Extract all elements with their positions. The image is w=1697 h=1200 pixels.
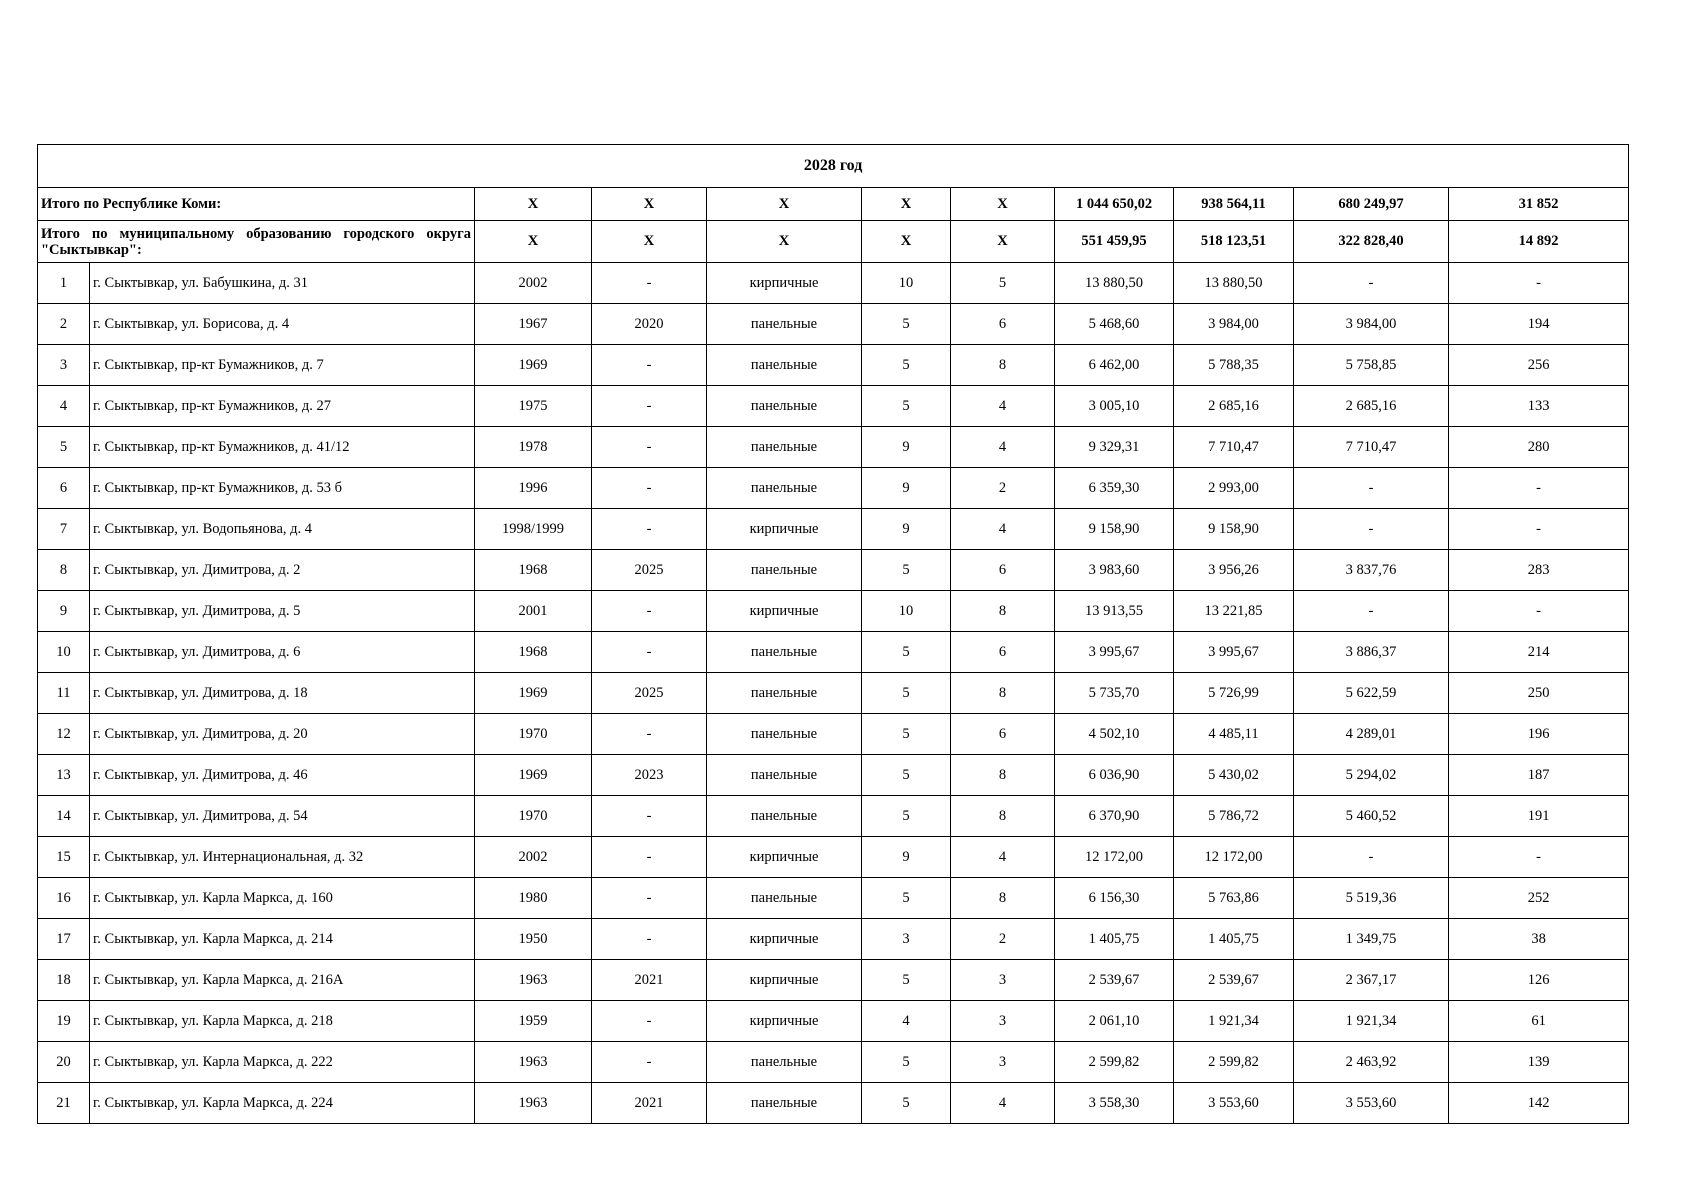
row-address: г. Сыктывкар, ул. Водопьянова, д. 4 <box>90 509 475 550</box>
row-wall-material: кирпичные <box>707 509 862 550</box>
row-overhaul-year: - <box>592 386 707 427</box>
row-floors: 5 <box>862 960 951 1001</box>
row-total-area: 5 735,70 <box>1055 673 1174 714</box>
row-entrances: 3 <box>951 1001 1055 1042</box>
row-living-area: - <box>1294 591 1449 632</box>
row-number: 8 <box>38 550 90 591</box>
row-total-area: 13 913,55 <box>1055 591 1174 632</box>
table-row <box>38 386 1629 427</box>
total-republic-row <box>38 188 1629 221</box>
total-cell: 518 123,51 <box>1174 221 1294 263</box>
row-overhaul-year: 2025 <box>592 550 707 591</box>
row-entrances: 4 <box>951 837 1055 878</box>
table-row <box>38 632 1629 673</box>
row-area: 12 172,00 <box>1174 837 1294 878</box>
row-residents: 252 <box>1449 878 1629 919</box>
row-wall-material: панельные <box>707 878 862 919</box>
row-overhaul-year: - <box>592 632 707 673</box>
row-wall-material: панельные <box>707 714 862 755</box>
row-wall-material: кирпичные <box>707 1001 862 1042</box>
row-number: 4 <box>38 386 90 427</box>
row-area: 5 430,02 <box>1174 755 1294 796</box>
row-living-area: 3 886,37 <box>1294 632 1449 673</box>
row-address: г. Сыктывкар, ул. Борисова, д. 4 <box>90 304 475 345</box>
table-row <box>38 796 1629 837</box>
row-number: 16 <box>38 878 90 919</box>
row-number: 12 <box>38 714 90 755</box>
row-year-built: 1998/1999 <box>475 509 592 550</box>
row-overhaul-year: - <box>592 714 707 755</box>
row-entrances: 4 <box>951 1083 1055 1124</box>
table-row <box>38 837 1629 878</box>
row-year-built: 2002 <box>475 837 592 878</box>
row-address: г. Сыктывкар, ул. Карла Маркса, д. 214 <box>90 919 475 960</box>
row-area: 7 710,47 <box>1174 427 1294 468</box>
row-area: 9 158,90 <box>1174 509 1294 550</box>
total-cell: 680 249,97 <box>1294 188 1449 221</box>
row-entrances: 8 <box>951 591 1055 632</box>
row-living-area: 1 349,75 <box>1294 919 1449 960</box>
row-wall-material: кирпичные <box>707 837 862 878</box>
row-residents: 283 <box>1449 550 1629 591</box>
row-wall-material: панельные <box>707 673 862 714</box>
row-year-built: 1969 <box>475 755 592 796</box>
row-floors: 5 <box>862 673 951 714</box>
row-address: г. Сыктывкар, ул. Димитрова, д. 2 <box>90 550 475 591</box>
row-wall-material: панельные <box>707 345 862 386</box>
row-wall-material: кирпичные <box>707 263 862 304</box>
row-address: г. Сыктывкар, пр-кт Бумажников, д. 53 б <box>90 468 475 509</box>
row-number: 21 <box>38 1083 90 1124</box>
row-year-built: 1968 <box>475 550 592 591</box>
row-address: г. Сыктывкар, пр-кт Бумажников, д. 7 <box>90 345 475 386</box>
total-cell: Х <box>862 188 951 221</box>
row-overhaul-year: - <box>592 427 707 468</box>
row-number: 9 <box>38 591 90 632</box>
row-area: 2 539,67 <box>1174 960 1294 1001</box>
total-cell: Х <box>862 221 951 263</box>
row-residents: 126 <box>1449 960 1629 1001</box>
row-overhaul-year: - <box>592 1001 707 1042</box>
row-entrances: 8 <box>951 796 1055 837</box>
row-living-area: 4 289,01 <box>1294 714 1449 755</box>
row-address: г. Сыктывкар, ул. Димитрова, д. 20 <box>90 714 475 755</box>
row-wall-material: панельные <box>707 468 862 509</box>
row-floors: 9 <box>862 509 951 550</box>
row-area: 3 956,26 <box>1174 550 1294 591</box>
row-area: 4 485,11 <box>1174 714 1294 755</box>
row-entrances: 2 <box>951 468 1055 509</box>
row-overhaul-year: - <box>592 468 707 509</box>
row-living-area: 2 685,16 <box>1294 386 1449 427</box>
total-cell: Х <box>592 188 707 221</box>
row-area: 1 405,75 <box>1174 919 1294 960</box>
row-overhaul-year: 2021 <box>592 1083 707 1124</box>
total-municipal-label: Итого по муниципальному образованию городского округа "Сыктывкар": <box>38 221 475 263</box>
row-wall-material: панельные <box>707 632 862 673</box>
total-republic-label: Итого по Республике Коми: <box>38 188 475 221</box>
row-number: 20 <box>38 1042 90 1083</box>
total-cell: 31 852 <box>1449 188 1629 221</box>
row-address: г. Сыктывкар, пр-кт Бумажников, д. 27 <box>90 386 475 427</box>
row-wall-material: панельные <box>707 1083 862 1124</box>
row-total-area: 2 061,10 <box>1055 1001 1174 1042</box>
row-total-area: 2 539,67 <box>1055 960 1174 1001</box>
table-row <box>38 1083 1629 1124</box>
row-entrances: 6 <box>951 632 1055 673</box>
row-number: 3 <box>38 345 90 386</box>
row-total-area: 2 599,82 <box>1055 1042 1174 1083</box>
housing-table <box>37 144 1629 1124</box>
row-floors: 9 <box>862 427 951 468</box>
row-entrances: 2 <box>951 919 1055 960</box>
row-entrances: 4 <box>951 386 1055 427</box>
row-year-built: 1963 <box>475 1042 592 1083</box>
row-area: 2 993,00 <box>1174 468 1294 509</box>
row-total-area: 3 995,67 <box>1055 632 1174 673</box>
row-address: г. Сыктывкар, ул. Димитрова, д. 5 <box>90 591 475 632</box>
total-cell: Х <box>951 188 1055 221</box>
row-residents: 250 <box>1449 673 1629 714</box>
row-year-built: 1996 <box>475 468 592 509</box>
row-wall-material: панельные <box>707 1042 862 1083</box>
row-wall-material: панельные <box>707 796 862 837</box>
row-total-area: 9 158,90 <box>1055 509 1174 550</box>
row-area: 5 786,72 <box>1174 796 1294 837</box>
row-floors: 5 <box>862 632 951 673</box>
row-living-area: 5 460,52 <box>1294 796 1449 837</box>
row-area: 13 221,85 <box>1174 591 1294 632</box>
row-area: 1 921,34 <box>1174 1001 1294 1042</box>
row-floors: 5 <box>862 304 951 345</box>
row-total-area: 5 468,60 <box>1055 304 1174 345</box>
total-cell: Х <box>951 221 1055 263</box>
total-cell: 551 459,95 <box>1055 221 1174 263</box>
row-overhaul-year: - <box>592 263 707 304</box>
row-address: г. Сыктывкар, ул. Бабушкина, д. 31 <box>90 263 475 304</box>
row-entrances: 5 <box>951 263 1055 304</box>
table-row <box>38 550 1629 591</box>
row-total-area: 4 502,10 <box>1055 714 1174 755</box>
row-address: г. Сыктывкар, ул. Димитрова, д. 6 <box>90 632 475 673</box>
row-number: 10 <box>38 632 90 673</box>
row-wall-material: кирпичные <box>707 919 862 960</box>
table-row <box>38 468 1629 509</box>
table-row <box>38 1042 1629 1083</box>
row-residents: 38 <box>1449 919 1629 960</box>
row-residents: 187 <box>1449 755 1629 796</box>
row-living-area: 1 921,34 <box>1294 1001 1449 1042</box>
row-year-built: 1968 <box>475 632 592 673</box>
total-cell: Х <box>707 221 862 263</box>
row-living-area: 3 837,76 <box>1294 550 1449 591</box>
row-number: 18 <box>38 960 90 1001</box>
row-entrances: 4 <box>951 427 1055 468</box>
row-area: 3 995,67 <box>1174 632 1294 673</box>
table-row <box>38 263 1629 304</box>
row-residents: - <box>1449 837 1629 878</box>
table-row <box>38 1001 1629 1042</box>
row-overhaul-year: 2025 <box>592 673 707 714</box>
row-floors: 5 <box>862 1083 951 1124</box>
row-overhaul-year: - <box>592 591 707 632</box>
row-number: 17 <box>38 919 90 960</box>
row-address: г. Сыктывкар, ул. Карла Маркса, д. 222 <box>90 1042 475 1083</box>
row-year-built: 2002 <box>475 263 592 304</box>
row-living-area: 5 294,02 <box>1294 755 1449 796</box>
row-residents: 196 <box>1449 714 1629 755</box>
row-overhaul-year: - <box>592 837 707 878</box>
row-total-area: 3 005,10 <box>1055 386 1174 427</box>
row-address: г. Сыктывкар, ул. Карла Маркса, д. 224 <box>90 1083 475 1124</box>
row-area: 2 685,16 <box>1174 386 1294 427</box>
row-number: 19 <box>38 1001 90 1042</box>
row-residents: 139 <box>1449 1042 1629 1083</box>
row-area: 13 880,50 <box>1174 263 1294 304</box>
row-number: 11 <box>38 673 90 714</box>
row-residents: 142 <box>1449 1083 1629 1124</box>
total-cell: Х <box>475 188 592 221</box>
row-overhaul-year: - <box>592 878 707 919</box>
table-row <box>38 591 1629 632</box>
row-year-built: 1963 <box>475 1083 592 1124</box>
row-overhaul-year: 2021 <box>592 960 707 1001</box>
row-address: г. Сыктывкар, ул. Карла Маркса, д. 216А <box>90 960 475 1001</box>
row-year-built: 1969 <box>475 345 592 386</box>
row-entrances: 6 <box>951 304 1055 345</box>
row-wall-material: кирпичные <box>707 591 862 632</box>
total-municipal-row <box>38 221 1629 263</box>
table-row <box>38 755 1629 796</box>
row-address: г. Сыктывкар, ул. Интернациональная, д. 32 <box>90 837 475 878</box>
row-overhaul-year: - <box>592 919 707 960</box>
row-residents: 280 <box>1449 427 1629 468</box>
row-number: 14 <box>38 796 90 837</box>
row-year-built: 1978 <box>475 427 592 468</box>
row-total-area: 12 172,00 <box>1055 837 1174 878</box>
row-residents: 191 <box>1449 796 1629 837</box>
row-floors: 3 <box>862 919 951 960</box>
row-living-area: - <box>1294 837 1449 878</box>
row-year-built: 1970 <box>475 714 592 755</box>
row-floors: 5 <box>862 345 951 386</box>
table-row <box>38 714 1629 755</box>
table-row <box>38 304 1629 345</box>
row-residents: - <box>1449 591 1629 632</box>
row-residents: 133 <box>1449 386 1629 427</box>
row-total-area: 6 156,30 <box>1055 878 1174 919</box>
row-total-area: 1 405,75 <box>1055 919 1174 960</box>
row-wall-material: панельные <box>707 755 862 796</box>
table-row <box>38 509 1629 550</box>
row-number: 2 <box>38 304 90 345</box>
row-overhaul-year: - <box>592 509 707 550</box>
row-total-area: 3 558,30 <box>1055 1083 1174 1124</box>
row-area: 5 788,35 <box>1174 345 1294 386</box>
row-address: г. Сыктывкар, ул. Димитрова, д. 54 <box>90 796 475 837</box>
row-living-area: 5 519,36 <box>1294 878 1449 919</box>
total-cell: 14 892 <box>1449 221 1629 263</box>
row-floors: 9 <box>862 837 951 878</box>
row-year-built: 1950 <box>475 919 592 960</box>
row-total-area: 9 329,31 <box>1055 427 1174 468</box>
row-number: 7 <box>38 509 90 550</box>
row-living-area: 3 553,60 <box>1294 1083 1449 1124</box>
row-residents: 256 <box>1449 345 1629 386</box>
row-living-area: 5 758,85 <box>1294 345 1449 386</box>
row-floors: 5 <box>862 1042 951 1083</box>
row-wall-material: панельные <box>707 304 862 345</box>
row-number: 13 <box>38 755 90 796</box>
row-entrances: 3 <box>951 960 1055 1001</box>
row-residents: 61 <box>1449 1001 1629 1042</box>
row-address: г. Сыктывкар, ул. Карла Маркса, д. 218 <box>90 1001 475 1042</box>
row-living-area: 7 710,47 <box>1294 427 1449 468</box>
row-entrances: 6 <box>951 550 1055 591</box>
row-area: 3 553,60 <box>1174 1083 1294 1124</box>
row-year-built: 1970 <box>475 796 592 837</box>
row-entrances: 8 <box>951 755 1055 796</box>
row-total-area: 6 462,00 <box>1055 345 1174 386</box>
row-residents: - <box>1449 468 1629 509</box>
row-year-built: 1959 <box>475 1001 592 1042</box>
row-floors: 5 <box>862 550 951 591</box>
row-wall-material: панельные <box>707 427 862 468</box>
table-row <box>38 960 1629 1001</box>
row-number: 15 <box>38 837 90 878</box>
row-overhaul-year: - <box>592 796 707 837</box>
row-living-area: 2 463,92 <box>1294 1042 1449 1083</box>
row-residents: - <box>1449 509 1629 550</box>
row-number: 5 <box>38 427 90 468</box>
row-floors: 4 <box>862 1001 951 1042</box>
row-entrances: 4 <box>951 509 1055 550</box>
row-entrances: 6 <box>951 714 1055 755</box>
row-floors: 10 <box>862 591 951 632</box>
total-cell: Х <box>707 188 862 221</box>
row-year-built: 1975 <box>475 386 592 427</box>
row-address: г. Сыктывкар, ул. Карла Маркса, д. 160 <box>90 878 475 919</box>
row-wall-material: кирпичные <box>707 960 862 1001</box>
row-total-area: 6 359,30 <box>1055 468 1174 509</box>
row-overhaul-year: 2020 <box>592 304 707 345</box>
row-year-built: 1967 <box>475 304 592 345</box>
row-year-built: 1969 <box>475 673 592 714</box>
row-area: 3 984,00 <box>1174 304 1294 345</box>
row-living-area: 2 367,17 <box>1294 960 1449 1001</box>
row-floors: 10 <box>862 263 951 304</box>
table-row <box>38 345 1629 386</box>
row-address: г. Сыктывкар, ул. Димитрова, д. 46 <box>90 755 475 796</box>
year-title-row <box>38 145 1629 188</box>
row-wall-material: панельные <box>707 386 862 427</box>
row-entrances: 3 <box>951 1042 1055 1083</box>
table-row <box>38 919 1629 960</box>
row-area: 2 599,82 <box>1174 1042 1294 1083</box>
total-cell: Х <box>592 221 707 263</box>
row-year-built: 1980 <box>475 878 592 919</box>
row-total-area: 13 880,50 <box>1055 263 1174 304</box>
row-number: 6 <box>38 468 90 509</box>
row-living-area: - <box>1294 263 1449 304</box>
row-entrances: 8 <box>951 673 1055 714</box>
row-total-area: 3 983,60 <box>1055 550 1174 591</box>
row-floors: 5 <box>862 714 951 755</box>
total-cell: 938 564,11 <box>1174 188 1294 221</box>
row-total-area: 6 036,90 <box>1055 755 1174 796</box>
row-overhaul-year: - <box>592 1042 707 1083</box>
table-row <box>38 673 1629 714</box>
row-year-built: 2001 <box>475 591 592 632</box>
total-cell: 322 828,40 <box>1294 221 1449 263</box>
row-total-area: 6 370,90 <box>1055 796 1174 837</box>
row-living-area: - <box>1294 468 1449 509</box>
row-residents: 194 <box>1449 304 1629 345</box>
row-floors: 5 <box>862 878 951 919</box>
row-area: 5 726,99 <box>1174 673 1294 714</box>
table-row <box>38 878 1629 919</box>
row-entrances: 8 <box>951 345 1055 386</box>
row-overhaul-year: 2023 <box>592 755 707 796</box>
row-number: 1 <box>38 263 90 304</box>
row-entrances: 8 <box>951 878 1055 919</box>
row-year-built: 1963 <box>475 960 592 1001</box>
document-sheet <box>37 144 1628 1124</box>
total-cell: 1 044 650,02 <box>1055 188 1174 221</box>
row-address: г. Сыктывкар, ул. Димитрова, д. 18 <box>90 673 475 714</box>
table-row <box>38 427 1629 468</box>
total-cell: Х <box>475 221 592 263</box>
row-address: г. Сыктывкар, пр-кт Бумажников, д. 41/12 <box>90 427 475 468</box>
row-floors: 5 <box>862 755 951 796</box>
year-title: 2028 год <box>38 145 1629 188</box>
row-living-area: - <box>1294 509 1449 550</box>
row-floors: 5 <box>862 386 951 427</box>
row-wall-material: панельные <box>707 550 862 591</box>
row-overhaul-year: - <box>592 345 707 386</box>
row-residents: 214 <box>1449 632 1629 673</box>
row-floors: 9 <box>862 468 951 509</box>
row-living-area: 5 622,59 <box>1294 673 1449 714</box>
row-living-area: 3 984,00 <box>1294 304 1449 345</box>
row-residents: - <box>1449 263 1629 304</box>
row-area: 5 763,86 <box>1174 878 1294 919</box>
row-floors: 5 <box>862 796 951 837</box>
